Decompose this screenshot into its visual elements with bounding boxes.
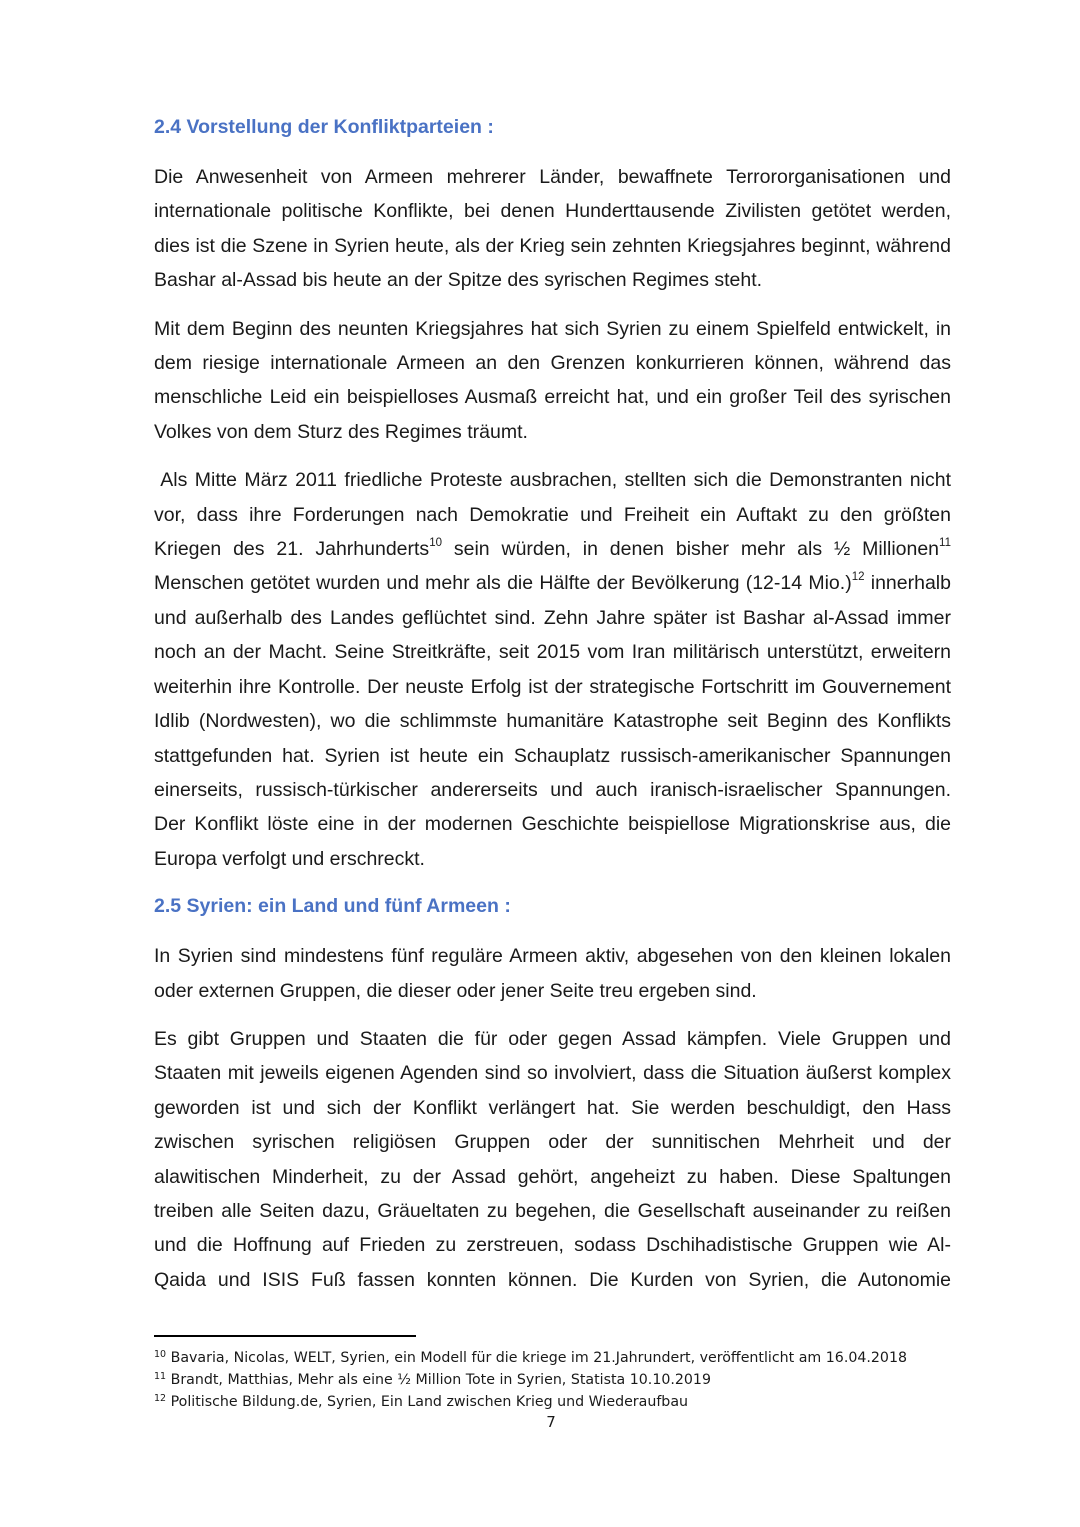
page-number: 7 — [546, 1413, 556, 1431]
text-line: Staaten mit jeweils eigenen Agenden sind so involviert, dass die Situation äußerst komplex — [154, 1062, 951, 1085]
text-fragment: innerhalb — [864, 572, 951, 595]
text-line: oder externen Gruppen, die dieser oder jener Seite treu ergeben sind. — [154, 979, 757, 1002]
paragraph — [154, 939, 951, 1008]
text-line: Bashar al-Assad bis heute an der Spitze des syrischen Regimes steht. — [154, 269, 763, 292]
text-line: dem riesige internationale Armeen an den Grenzen konkurrieren können, während das — [154, 352, 951, 375]
text-line: und die Hoffnung auf Frieden zu zerstreuen, sodass Dschihadistische Gruppen wie Al- — [154, 1234, 951, 1257]
paragraph — [154, 463, 951, 876]
footnote-ref-12[interactable]: 12 — [851, 571, 865, 584]
text-line: und außerhalb des Landes geflüchtet sind. Zehn Jahre später ist Bashar al-Assad immer — [154, 606, 951, 629]
text-line — [154, 566, 951, 600]
text-line: treiben alle Seiten dazu, Gräueltaten zu begehen, die Gesellschaft auseinander zu reißen — [154, 1199, 951, 1222]
text-line: stattgefunden hat. Syrien ist heute ein Schauplatz russisch-amerikanischer Spannungen — [154, 744, 951, 767]
text-line: Es gibt Gruppen und Staaten die für oder gegen Assad kämpfen. Viele Gruppen und — [154, 1027, 951, 1050]
footnotes — [154, 1347, 951, 1413]
text-line: Der Konflikt löste eine in der modernen Geschichte beispiellose Migrationskrise aus, die — [154, 813, 951, 836]
footnote-text: Politische Bildung.de, Syrien, Ein Land zwischen Krieg und Wiederaufbau — [166, 1394, 689, 1410]
section-heading-2-4: 2.4 Vorstellung der Konfliktparteien : — [154, 116, 494, 138]
text-line: dies ist die Szene in Syrien heute, als der Krieg sein zehnten Kriegsjahres beginnt, während — [154, 234, 951, 257]
footnote-number: 10 — [154, 1349, 167, 1360]
paragraph — [154, 160, 951, 298]
text-line: noch an der Macht. Seine Streitkräfte, seit 2015 vom Iran militärisch unterstützt, erweitern — [154, 641, 951, 664]
document-body — [154, 112, 951, 1311]
text-line — [154, 532, 951, 566]
footnote-12 — [154, 1391, 951, 1413]
footnote-ref-11[interactable]: 11 — [939, 537, 951, 550]
footnote-11 — [154, 1369, 951, 1391]
text-line: Europa verfolgt und erschreckt. — [154, 847, 425, 870]
footnote-text: Bavaria, Nicolas, WELT, Syrien, ein Modell für die kriege im 21.Jahrundert, veröffentlicht am 16.04.2018 — [166, 1350, 907, 1366]
footnote-text: Brandt, Matthias, Mehr als eine ½ Million Tote in Syrien, Statista 10.10.2019 — [166, 1372, 711, 1388]
text-fragment: sein würden, in denen bisher mehr als ½ Millionen — [441, 538, 940, 561]
text-line: vor, dass ihre Forderungen nach Demokratie und Freiheit ein Auftakt zu den größten — [154, 503, 951, 526]
text-line: menschliche Leid ein beispielloses Ausmaß erreicht hat, und ein großer Teil des syrischen — [154, 386, 951, 409]
text-line: Die Anwesenheit von Armeen mehrerer Länder, bewaffnete Terrororganisationen und — [154, 166, 951, 188]
footnote-10 — [154, 1347, 951, 1369]
section-heading-2-5: 2.5 Syrien: ein Land und fünf Armeen : — [154, 895, 511, 918]
text-fragment: Menschen getötet wurden und mehr als die Hälfte der Bevölkerung (12-14 Mio.) — [154, 572, 852, 595]
footnote-separator — [154, 1335, 416, 1337]
footnote-ref-10[interactable]: 10 — [429, 537, 442, 550]
text-line: Als Mitte März 2011 friedliche Proteste ausbrachen, stellten sich die Demonstranten nicht — [154, 469, 951, 492]
text-line: geworden ist und sich der Konflikt verlängert hat. Sie werden beschuldigt, den Hass — [154, 1096, 951, 1119]
text-line: internationale politische Konflikte, bei denen Hunderttausende Zivilisten getötet werden, — [154, 200, 951, 223]
text-fragment: Kriegen des 21. Jahrhunderts — [154, 538, 430, 561]
text-line: Qaida und ISIS Fuß fassen konnten können. Die Kurden von Syrien, die Autonomie — [154, 1268, 951, 1291]
paragraph — [154, 1022, 951, 1297]
footnote-number: 12 — [154, 1393, 167, 1404]
footnote-number: 11 — [154, 1371, 167, 1382]
text-line: zwischen syrischen religiösen Gruppen oder der sunnitischen Mehrheit und der — [154, 1131, 951, 1154]
text-line: Idlib (Nordwesten), wo die schlimmste humanitäre Katastrophe seit Beginn des Konflikts — [154, 710, 951, 733]
text-line: einerseits, russisch-türkischer andererseits und auch iranisch-israelischer Spannungen. — [154, 778, 951, 801]
text-line: Volkes von dem Sturz des Regimes träumt. — [154, 420, 528, 443]
paragraph — [154, 312, 951, 450]
text-line: In Syrien sind mindestens fünf reguläre Armeen aktiv, abgesehen von den kleinen lokalen — [154, 945, 951, 968]
text-line: weiterhin ihre Kontrolle. Der neuste Erfolg ist der strategische Fortschritt im Gouvernement — [154, 675, 951, 698]
text-line: alawitischen Minderheit, zu der Assad gehört, angeheizt zu haben. Diese Spaltungen — [154, 1165, 951, 1188]
text-line: Mit dem Beginn des neunten Kriegsjahres hat sich Syrien zu einem Spielfeld entwickelt, in — [154, 317, 951, 340]
